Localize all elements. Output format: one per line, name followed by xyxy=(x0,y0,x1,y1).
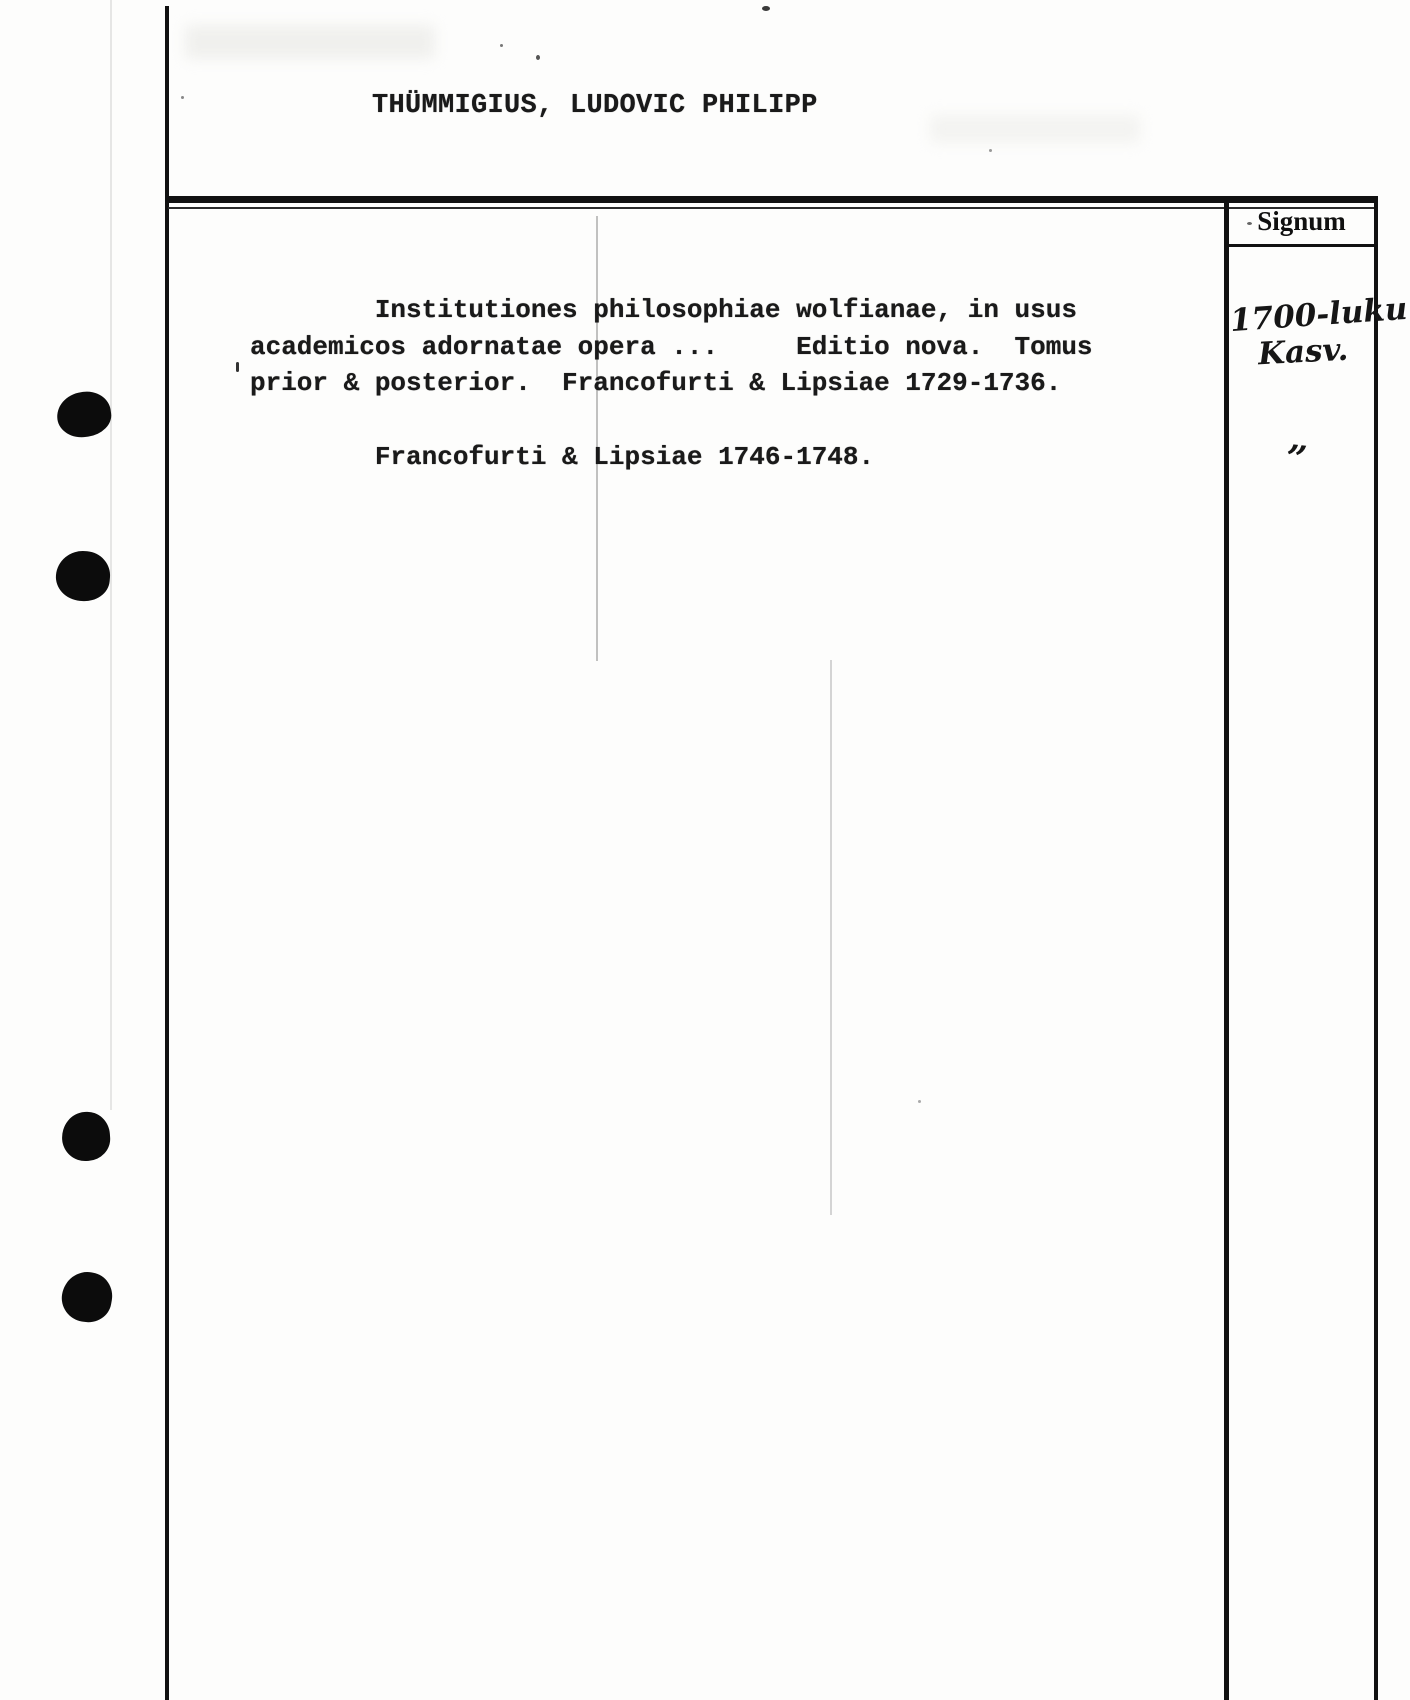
header-divider-gap xyxy=(0,0,4,7)
header-divider-thin-line xyxy=(168,207,1378,209)
scan-smudge xyxy=(930,115,1140,143)
hole-punch-dot xyxy=(54,549,112,604)
scan-speck xyxy=(989,149,992,152)
scan-speck xyxy=(181,96,184,99)
entry-line: academicos adornatae opera ... Editio nova. Tomus xyxy=(250,331,1093,362)
entry-line: prior & posterior. Francofurti & Lipsiae 1729-1736. xyxy=(250,368,1062,399)
handwritten-ditto-mark: ” xyxy=(1283,437,1309,481)
entry-line-blank xyxy=(250,402,1093,439)
author-heading: THÜMMIGIUS, LUDOVIC PHILIPP xyxy=(372,91,818,121)
hole-punch-dot xyxy=(54,388,114,440)
scan-smudge xyxy=(185,25,435,59)
scan-artifact-line xyxy=(110,0,112,1110)
signum-column-separator-line xyxy=(1224,201,1229,1700)
signum-header-underline xyxy=(1229,244,1374,247)
hole-punch-dot xyxy=(58,1268,116,1326)
scan-speck xyxy=(500,44,503,47)
scan-speck xyxy=(536,55,540,60)
signum-column-header: Signum xyxy=(1257,206,1346,236)
card-left-border-line xyxy=(165,6,169,1700)
card-right-border-line xyxy=(1374,197,1378,1700)
handwritten-signum-note-line1: 1700-luku xyxy=(1228,290,1409,340)
hole-punch-dot xyxy=(60,1110,111,1162)
scan-speck xyxy=(762,6,770,11)
header-divider-thick-line xyxy=(168,196,1378,203)
scan-speck xyxy=(236,362,239,372)
entry-text-block xyxy=(250,292,1093,475)
scan-artifact-line xyxy=(830,660,832,1215)
scan-speck xyxy=(918,1100,921,1103)
handwritten-signum-note-line2: Kasv. xyxy=(1257,331,1350,373)
entry-line: Institutiones philosophiae wolfianae, in usus xyxy=(250,295,1077,325)
entry-line: Francofurti & Lipsiae 1746-1748. xyxy=(250,441,875,472)
